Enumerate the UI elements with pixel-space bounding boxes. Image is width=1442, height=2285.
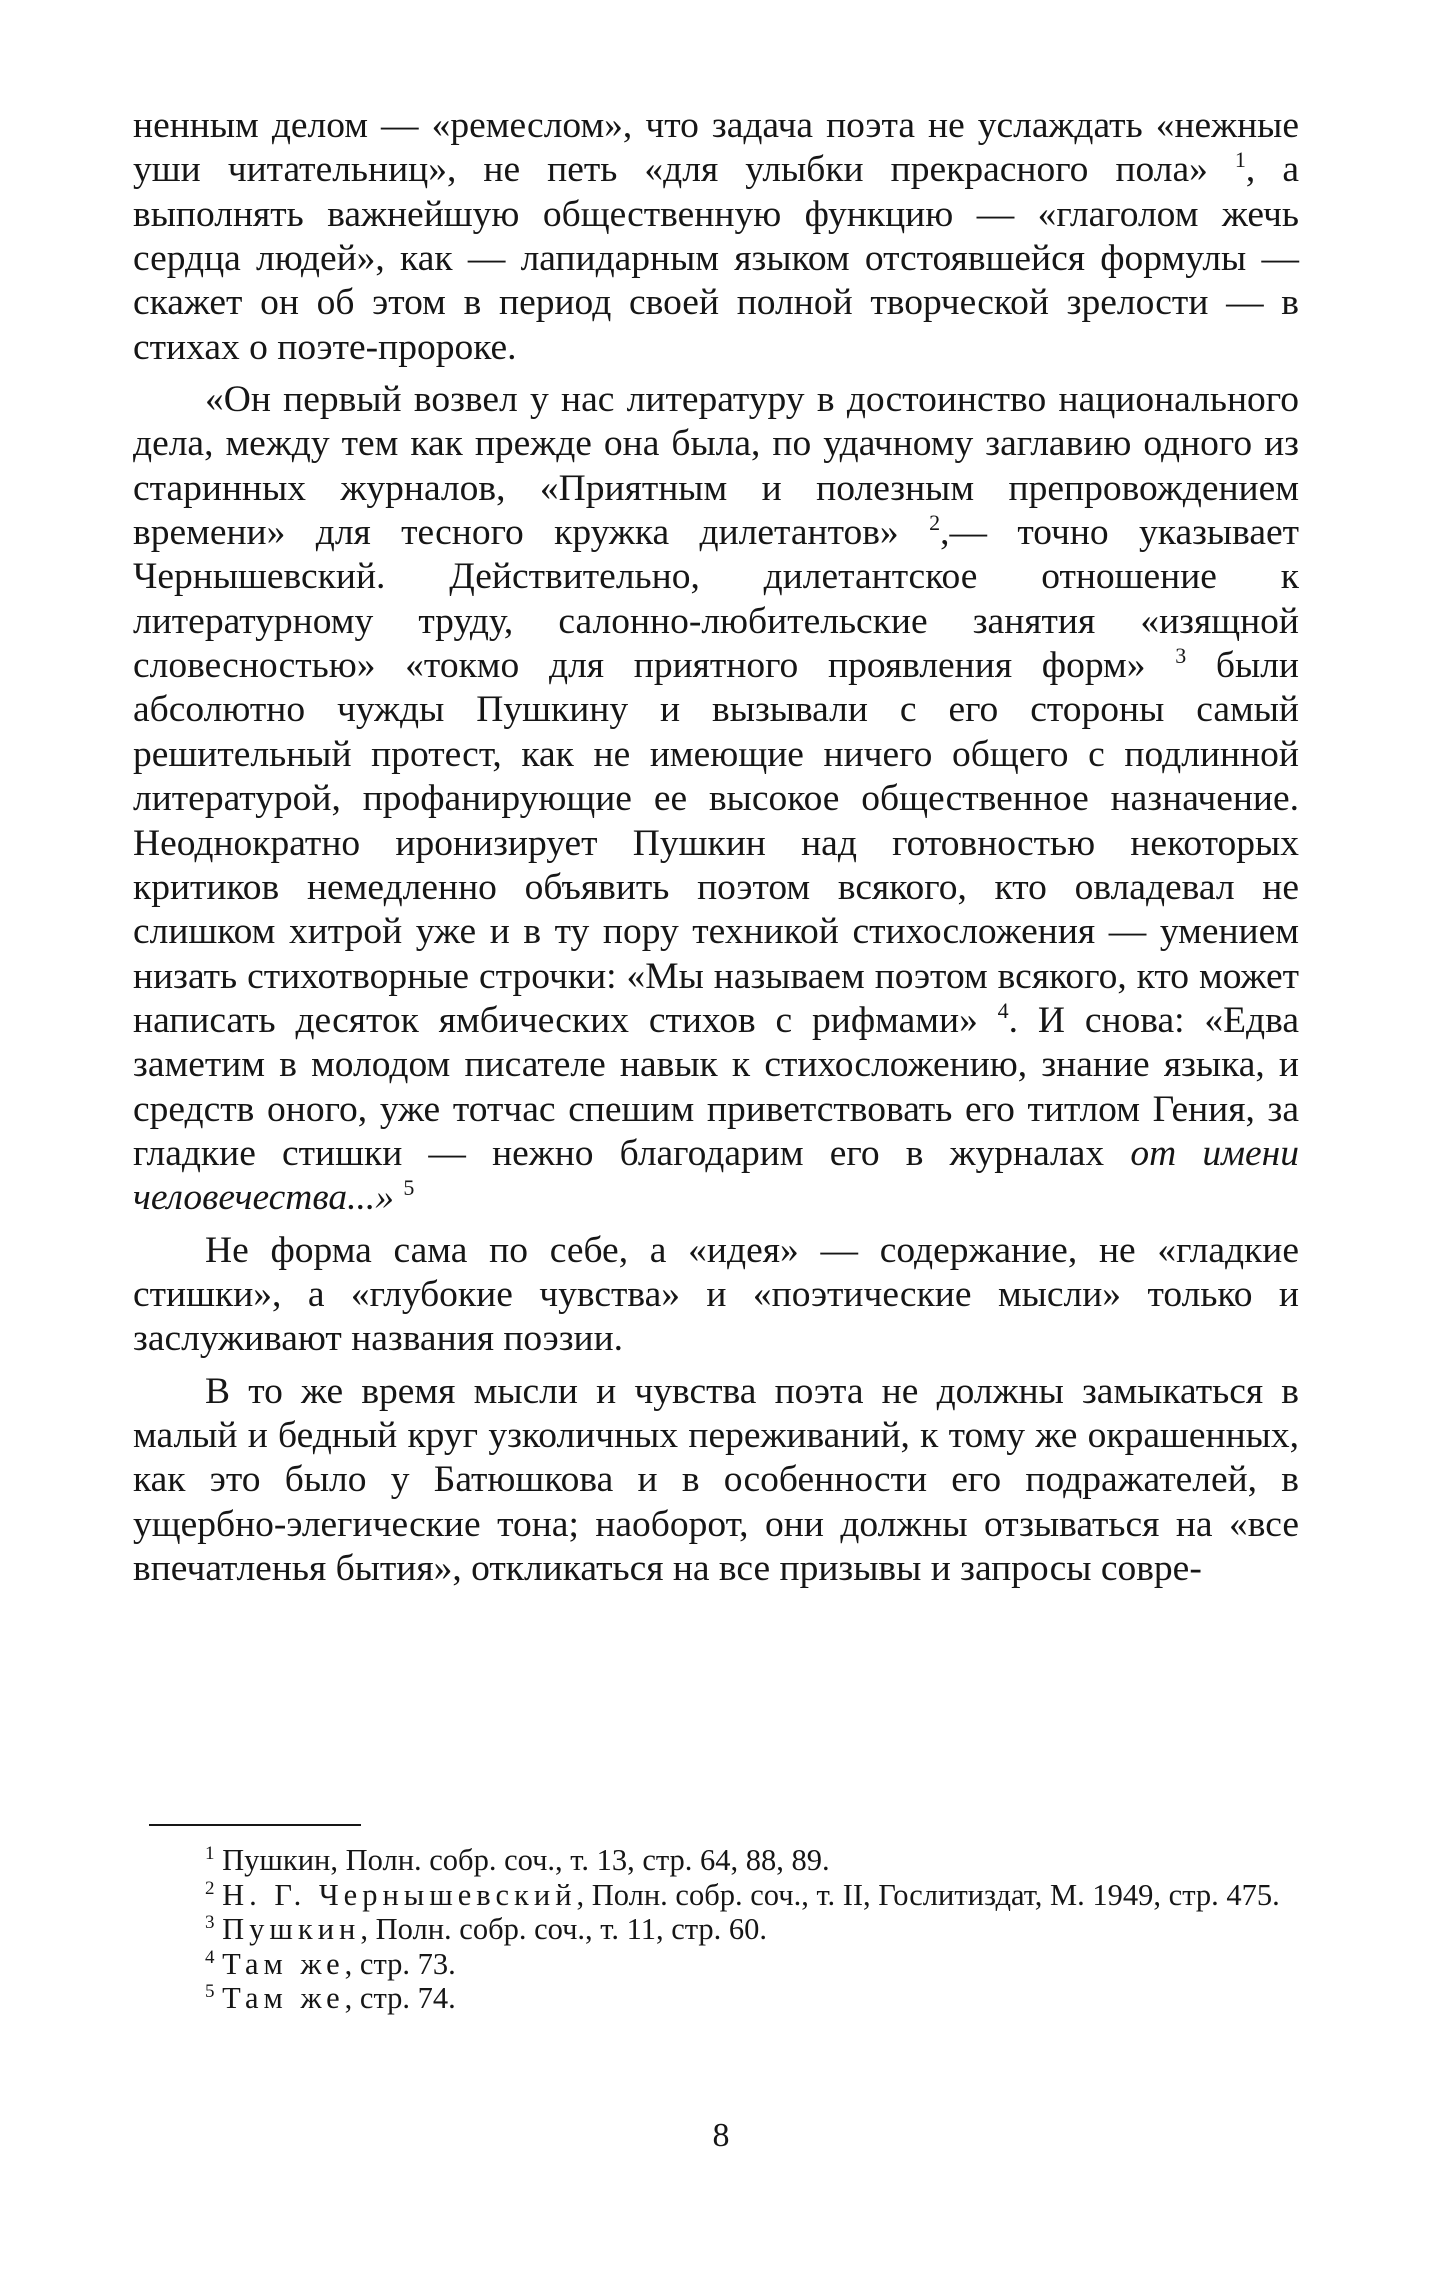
- footnote-ref-1[interactable]: 1: [1234, 147, 1246, 173]
- footnote-5: [133, 1981, 1299, 2016]
- footnote-author: Н. Г. Чернышевский: [222, 1877, 577, 1912]
- footnote-mark: 1: [205, 1843, 215, 1864]
- footnotes: [133, 1843, 1299, 2016]
- footnote-1: [133, 1843, 1299, 1878]
- footnote-text: , Полн. собр. соч., т. 11, стр. 60.: [360, 1912, 768, 1947]
- paragraph-2: [133, 378, 1299, 1221]
- footnote-mark: 4: [205, 1946, 215, 1968]
- footnote-author: Там же: [222, 1981, 345, 2016]
- footnote-text: , Полн. собр. соч., т. II, Гослитиздат, М. 1949, стр. 475.: [576, 1877, 1280, 1912]
- footnote-mark: 3: [205, 1912, 215, 1934]
- footnote-author: Пушкин: [222, 1912, 361, 1947]
- footnote-mark: 5: [205, 1981, 215, 2003]
- footnote-text: Пушкин, Полн. собр. соч., т. 13, стр. 64, 88, 89.: [222, 1843, 830, 1877]
- footnote-author: Там же: [222, 1946, 345, 1981]
- paragraph-1: [133, 104, 1299, 370]
- paragraph-4: В то же время мысли и чувства поэта не должны замыкаться в малый и бедный круг узколичных переживаний, к тому же окрашенных, как это было у Батюшкова и в особенности его подражателей, в ущербно-элегические тона; наоборот, они должны отзываться на «все впечатленья бытия», откликаться на все призывы и запросы совре-: [133, 1370, 1299, 1589]
- footnote-ref-2[interactable]: 2: [929, 510, 941, 536]
- footnote-ref-3[interactable]: 3: [1175, 643, 1187, 669]
- paragraph-1-text: ненным делом — «ремеслом», что задача поэта не услаждать «нежные уши читательниц», не петь «для улыбки прекрасного пола»: [133, 105, 1299, 191]
- footnote-3: [133, 1912, 1299, 1947]
- italic-quote: от имени человечества...»: [133, 1132, 1299, 1219]
- main-text: [133, 104, 1299, 1591]
- footnote-text: , стр. 74.: [344, 1981, 456, 2016]
- paragraph-1-tail: , а выполнять важнейшую общественную функцию — «глаголом жечь сердца людей», как — лапидарным языком отстоявшейся формулы — скажет он об этом в период своей полной творческой зрелости — в стихах о поэте-пророке.: [133, 149, 1299, 368]
- footnote-ref-4[interactable]: 4: [997, 997, 1009, 1023]
- footnote-mark: 2: [205, 1877, 215, 1899]
- page-number: 8: [712, 2117, 730, 2154]
- paragraph-3: Не форма сама по себе, а «идея» — содержание, не «гладкие стишки», а «глубокие чувства» и «поэтические мысли» только и заслуживают названия поэзии.: [133, 1229, 1299, 1360]
- paragraph-2-text-1: «Он первый возвел у нас литературу в достоинство национального дела, между тем как прежде она была, по удачному заглавию одного из старинных журналов, «Приятным и полезным препровождением времени» для тесного кружка дилетантов»: [133, 379, 1299, 554]
- paragraph-2-text-3: были абсолютно чужды Пушкину и вызывали с его стороны самый решительный протест, как не имеющие ничего общего с подлинной литературой, профанирующие ее высокое общественное назначение. Неоднократно иронизирует Пушкин над готовностью некоторых критиков немедленно объявить поэтом всякого, кто овладевал не слишком хитрой уже и в ту пору техникой стихосложения — умением низать стихотворные строчки: «Мы называем поэтом всякого, кто может написать десяток ямбических стихов с рифмами»: [133, 645, 1299, 1041]
- footnote-text: , стр. 73.: [344, 1946, 456, 1981]
- footnote-2: [133, 1878, 1299, 1913]
- footnote-ref-5[interactable]: 5: [403, 1175, 415, 1201]
- footnote-4: [133, 1947, 1299, 1982]
- footnote-divider: [149, 1824, 361, 1826]
- paragraph-2-text-4: . И снова: «Едва заметим в молодом писателе навык к стихосложению, знание языка, и средств оного, уже тотчас спешим приветствовать его титлом Гения, за гладкие стишки — нежно благодарим его в журналах: [133, 999, 1299, 1174]
- paragraph-2-text-2: ,— точно указывает Чернышевский. Действительно, дилетантское отношение к литературному труду, салонно-любительские занятия «изящной словесностью» «токмо для приятного проявления форм»: [133, 512, 1299, 687]
